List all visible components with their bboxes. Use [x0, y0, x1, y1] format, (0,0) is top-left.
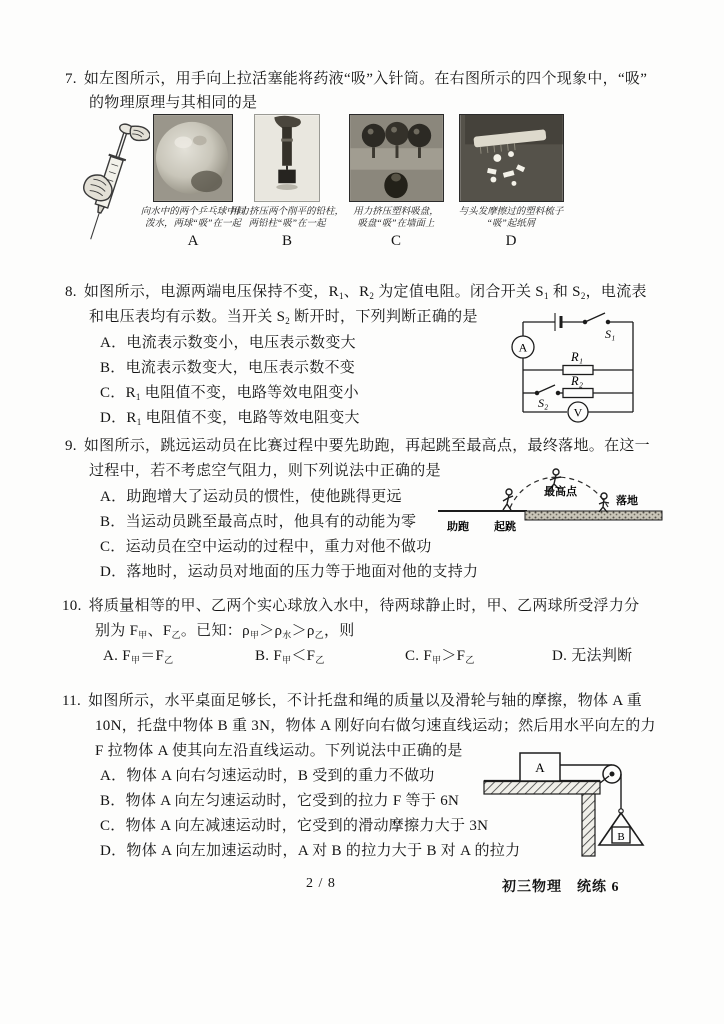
question-10-line1 — [62, 595, 639, 617]
question-11-option-b: B．物体 A 向左匀速运动时，它受到的拉力 F 等于 6N — [100, 793, 460, 809]
question-10-option-d: D. 无法判断 — [552, 648, 633, 664]
question-7-text1: 如左图所示，用手向上拉活塞能将药液“吸”入针筒。在右图所示的四个现象中，“吸” — [83, 71, 648, 87]
question-10-option-c: C. $F_甲>F_乙$ — [405, 648, 475, 665]
question-9-option-a: A．助跑增大了运动员的惯性，使他跳得更远 — [100, 489, 402, 505]
photo-lead-cylinders — [254, 114, 320, 202]
question-8-option-c: C．$R_1$ 电阻值不变，电路等效电阻变小 — [100, 385, 359, 402]
question-10-number: 10. — [62, 598, 82, 614]
figure-d-caption-line1: 与头发摩擦过的塑料梳子 — [458, 207, 564, 217]
figure-a-caption-line2: 泼水，两球“吸”在一起 — [144, 219, 242, 229]
question-8-text1: 如图所示，电源两端电压保持不变，$R_1$、$R_2$ 为定值电阻。闭合开关 $S_1$ 和 $S_2$，电流表 — [83, 284, 647, 301]
figure-b-letter: B — [281, 233, 292, 249]
footer-course-label: 初三物理 统练 6 — [502, 880, 620, 895]
figure-a-letter: A — [187, 233, 199, 249]
question-9-line1 — [65, 435, 650, 457]
pulley-diagram — [482, 743, 667, 868]
question-9-line2: 过程中，若不考虑空气阻力，则下列说法中正确的是 — [89, 463, 441, 479]
figure-d-caption-line2: “吸”起纸屑 — [486, 219, 536, 229]
long-jump-diagram — [432, 466, 667, 546]
label-landing: 落地 — [616, 495, 638, 507]
figure-b-caption-line1: 用力挤压两个削平的铅柱， — [229, 207, 344, 217]
figure-c-caption-line2: 吸盘“吸”在墙面上 — [357, 219, 435, 229]
block-a-label: A — [535, 760, 545, 775]
question-8-number: 8. — [65, 284, 77, 300]
question-9-option-c: C．运动员在空中运动的过程中，重力对他不做功 — [100, 539, 432, 555]
question-7-number: 7. — [65, 71, 77, 87]
question-9-option-d: D．落地时，运动员对地面的压力等于地面对他的支持力 — [100, 564, 479, 580]
question-11-option-c: C．物体 A 向左减速运动时，它受到的滑动摩擦力大于 3N — [100, 818, 489, 834]
circuit-diagram — [505, 308, 670, 431]
resistor-r1-label: R₁ — [571, 350, 583, 364]
question-11-text1: 如图所示，水平桌面足够长，不计托盘和绳的质量以及滑轮与轴的摩擦，物体 A 重 — [88, 693, 643, 709]
question-11-option-a: A．物体 A 向右匀速运动时，B 受到的重力不做功 — [100, 768, 435, 784]
figure-option-d — [452, 114, 570, 250]
question-10-option-b: B. $F_甲<F_乙$ — [255, 648, 325, 665]
ammeter-label: A — [518, 340, 528, 355]
question-10-line2: 别为 $F_甲$、$F_乙$。已知：$\rho_甲>\rho_水>\rho_乙$，则 — [95, 623, 355, 640]
question-8-line1 — [65, 281, 647, 307]
photo-suction-cups — [349, 114, 444, 202]
circuit-drawing-icon — [505, 308, 670, 426]
photo-pingpong-balls — [153, 114, 233, 202]
label-highest-point: 最高点 — [544, 486, 577, 498]
page-number: 2 / 8 — [306, 876, 336, 891]
figure-c-caption-line1: 用力挤压塑料吸盘， — [353, 207, 439, 217]
question-7-line1 — [65, 68, 647, 90]
figure-d-letter: D — [505, 233, 517, 249]
long-jump-drawing-icon — [432, 466, 667, 541]
question-8-option-b: B．电流表示数变大，电压表示数不变 — [100, 360, 356, 376]
question-7-line2: 的物理原理与其相同的是 — [89, 95, 258, 111]
question-11-line3: F 拉物体 A 使其向左沿直线运动。下列说法中正确的是 — [95, 743, 463, 759]
figure-a-caption-line1: 向水中的两个乒乓球中间 — [140, 207, 246, 217]
switch-s1-label: S₁ — [605, 327, 616, 341]
block-b-label: B — [617, 831, 625, 843]
question-11-option-d: D．物体 A 向左加速运动时，A 对 B 的拉力大于 B 对 A 的拉力 — [100, 843, 521, 859]
figure-option-b — [228, 114, 346, 250]
question-11-line2: 10N，托盘中物体 B 重 3N，物体 A 刚好向右做匀速直线运动；然后用水平向左的力 — [95, 718, 656, 734]
figure-b-caption-line2: 两铅柱“吸”在一起 — [248, 219, 326, 229]
question-11-line1 — [62, 690, 642, 712]
pulley-drawing-icon — [482, 743, 667, 863]
question-10-text1: 将质量相等的甲、乙两个实心球放入水中，待两球静止时，甲、乙两球所受浮力分 — [88, 598, 640, 614]
label-takeoff: 起跳 — [494, 521, 516, 533]
question-8-line2: 和电压表均有示数。当开关 $S_2$ 断开时，下列判断正确的是 — [89, 309, 478, 326]
question-11-number: 11. — [62, 693, 82, 709]
question-8-option-a: A．电流表示数变小，电压表示数变大 — [100, 335, 356, 351]
photo-comb-paper-bits — [459, 114, 564, 202]
question-9-option-b: B．当运动员跳至最高点时，他具有的动能为零 — [100, 514, 417, 530]
question-10-option-a: A. $F_甲=F_乙$ — [103, 648, 174, 665]
voltmeter-label: V — [573, 405, 583, 420]
question-9-number: 9. — [65, 438, 77, 454]
switch-s2-label: S₂ — [538, 396, 549, 410]
figure-c-letter: C — [390, 233, 401, 249]
label-run-up: 助跑 — [447, 521, 469, 533]
question-8-option-d: D．$R_1$ 电阻值不变，电路等效电阻变大 — [100, 410, 360, 427]
resistor-r2-label: R₂ — [571, 374, 583, 388]
figure-option-c — [340, 114, 452, 250]
question-9-text1: 如图所示，跳远运动员在比赛过程中要先助跑，再起跳至最高点，最终落地。在这一 — [83, 438, 650, 454]
